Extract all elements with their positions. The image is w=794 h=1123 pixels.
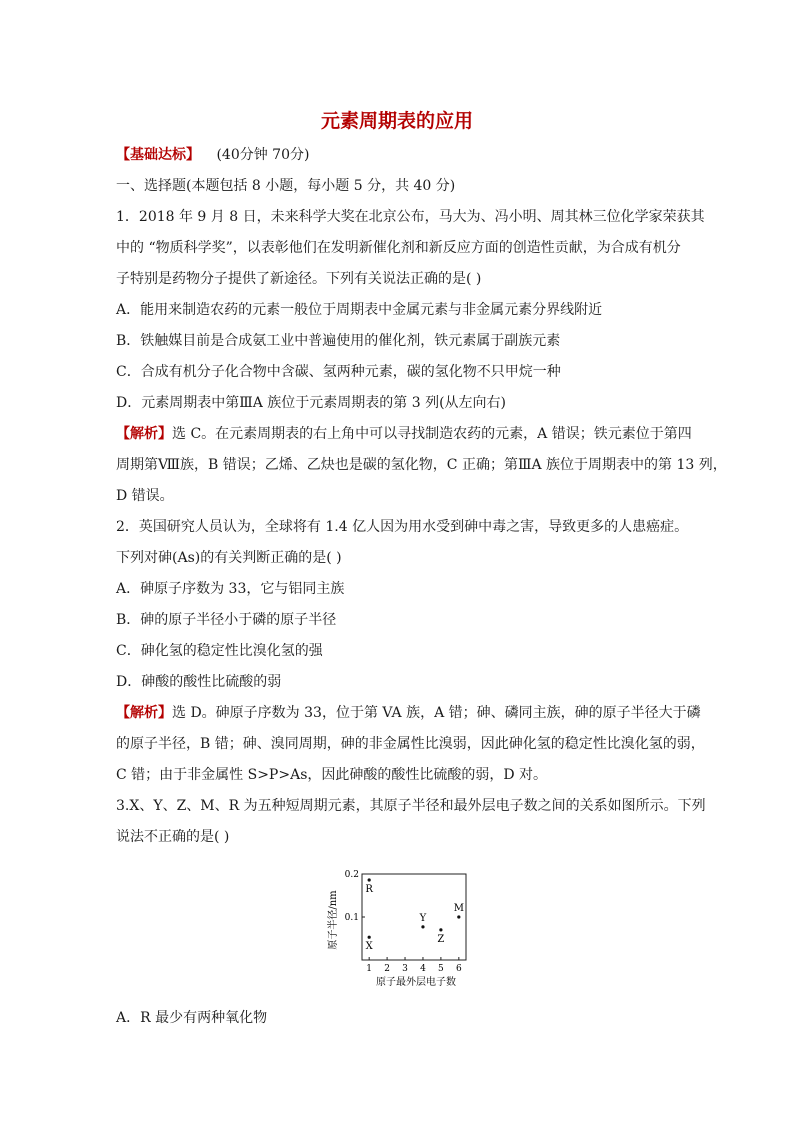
plot-frame bbox=[362, 874, 466, 960]
q1-option-b: B．铁触媒目前是合成氨工业中普遍使用的催化剂，铁元素属于副族元素 bbox=[116, 333, 561, 349]
q2-option-c: C．砷化氢的稳定性比溴化氢的强 bbox=[116, 643, 323, 659]
analysis-tag: 【解析】 bbox=[116, 426, 172, 442]
x-tick-label: 1 bbox=[366, 964, 373, 974]
scatter-chart-svg bbox=[316, 866, 478, 988]
q2-option-d: D．砷酸的酸性比硫酸的弱 bbox=[116, 674, 282, 690]
point-label-M: M bbox=[453, 903, 464, 914]
section-header bbox=[116, 145, 309, 165]
q1-option-c: C．合成有机分子化合物中含碳、氢两种元素，碳的氢化物不只甲烷一种 bbox=[116, 364, 561, 380]
section-title: 一、选择题(本题包括 8 小题，每小题 5 分，共 40 分) bbox=[116, 178, 456, 194]
point-label-X: X bbox=[365, 941, 373, 953]
y-tick-label: 0.2 bbox=[344, 870, 359, 880]
data-point-M bbox=[457, 915, 460, 918]
q2-option-a: A．砷原子序数为 33，它与铝同主族 bbox=[116, 581, 345, 597]
q1-line-1: 1．2018 年 9 月 8 日，未来科学大奖在北京公布，马大为、冯小明、周其林三位化学家荣获其 bbox=[116, 209, 705, 225]
time-score: (40分钟 70分) bbox=[216, 147, 310, 163]
q2-analysis-line-1 bbox=[116, 703, 701, 723]
data-point-Y bbox=[421, 925, 424, 928]
q1-line-3: 子特别是药物分子提供了新途径。下列有关说法正确的是( ) bbox=[116, 271, 482, 287]
q3-line-2: 说法不正确的是( ) bbox=[116, 829, 230, 845]
basic-tag: 【基础达标】 bbox=[116, 147, 200, 163]
analysis-tag: 【解析】 bbox=[116, 705, 172, 721]
data-point-X bbox=[368, 936, 371, 939]
x-tick-label: 2 bbox=[384, 964, 390, 974]
x-tick-label: 4 bbox=[420, 964, 426, 974]
x-tick-label: 5 bbox=[438, 964, 444, 974]
q3-line-1: 3.X、Y、Z、M、R 为五种短周期元素，其原子半径和最外层电子数之间的关系如图所示。下列 bbox=[116, 798, 706, 814]
y-tick-label: 0.1 bbox=[344, 913, 359, 923]
document-title: 元素周期表的应用 bbox=[320, 110, 473, 132]
q2-line-1: 2．英国研究人员认为，全球将有 1.4 亿人因为用水受到砷中毒之害，导致更多的人患癌症。 bbox=[116, 519, 689, 535]
x-axis-label: 原子最外层电子数 bbox=[376, 977, 456, 988]
q3-option-a: A．R 最少有两种氧化物 bbox=[116, 1010, 268, 1026]
q2-line-2: 下列对砷(As)的有关判断正确的是( ) bbox=[116, 550, 342, 566]
q2-analysis-line-2: 的原子半径，B 错；砷、溴同周期，砷的非金属性比溴弱，因此砷化氢的稳定性比溴化氢的弱， bbox=[116, 736, 705, 752]
q1-option-d: D．元素周期表中第ⅢA 族位于元素周期表的第 3 列(从左向右) bbox=[116, 395, 507, 411]
x-tick-label: 6 bbox=[455, 964, 462, 974]
data-point-R bbox=[368, 878, 371, 881]
radius-chart bbox=[316, 866, 478, 988]
data-point-Z bbox=[439, 928, 442, 931]
point-label-Z: Z bbox=[437, 933, 445, 945]
y-axis-label: 原子半径/nm bbox=[328, 890, 339, 950]
point-label-Y: Y bbox=[419, 912, 427, 924]
point-label-R: R bbox=[365, 884, 373, 896]
q1-analysis-line-3: D 错误。 bbox=[116, 488, 174, 504]
q2-analysis-text-1: 选 D。砷原子序数为 33，位于第 VA 族，A 错；砷、磷同主族，砷的原子半径大于磷 bbox=[172, 705, 701, 721]
q1-line-2: 中的 “物质科学奖”，以表彰他们在发明新催化剂和新反应方面的创造性贡献，为合成有机分 bbox=[116, 240, 681, 256]
x-tick-label: 3 bbox=[402, 964, 408, 974]
q2-analysis-line-3: C 错；由于非金属性 S>P>As，因此砷酸的酸性比硫酸的弱，D 对。 bbox=[116, 767, 548, 783]
q1-analysis-line-2: 周期第Ⅷ族，B 错误；乙烯、乙炔也是碳的氢化物，C 正确；第ⅢA 族位于周期表中的第 13 列， bbox=[116, 457, 727, 473]
q2-option-b: B．砷的原子半径小于磷的原子半径 bbox=[116, 612, 337, 628]
q1-option-a: A．能用来制造农药的元素一般位于周期表中金属元素与非金属元素分界线附近 bbox=[116, 302, 603, 318]
q1-analysis-text-1: 选 C。在元素周期表的右上角中可以寻找制造农药的元素，A 错误；铁元素位于第四 bbox=[172, 426, 692, 442]
q1-analysis-line-1 bbox=[116, 424, 692, 444]
